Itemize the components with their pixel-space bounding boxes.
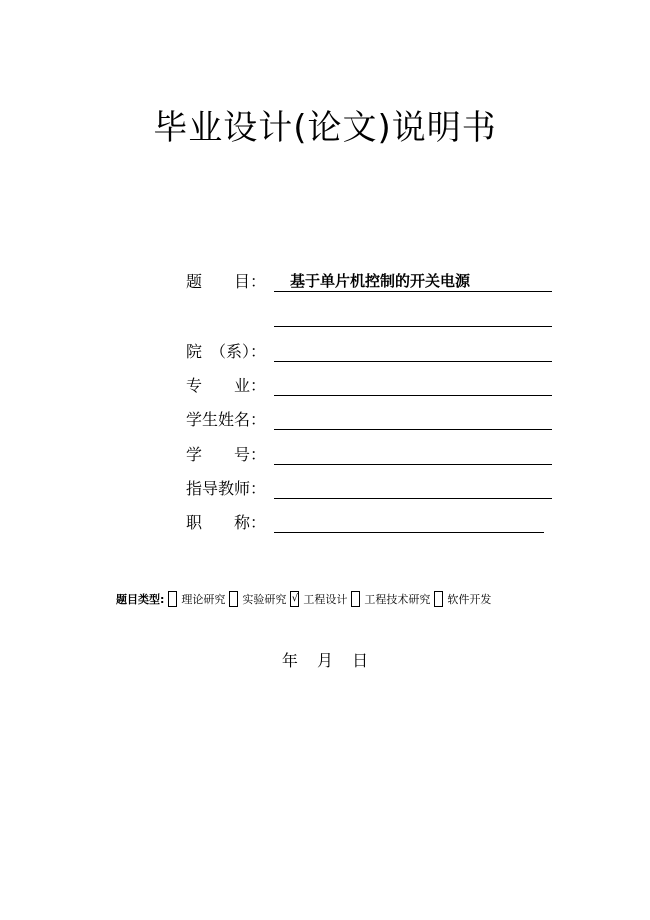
checkbox-software[interactable] — [434, 591, 443, 607]
field-label: 院 （系）： — [186, 342, 267, 361]
topic-type-row — [116, 588, 493, 610]
option-label-theory: 理论研究 — [181, 593, 226, 606]
option-label-experiment: 实验研究 — [242, 593, 287, 606]
date-day: 日 — [352, 651, 369, 670]
field-line[interactable] — [274, 510, 544, 533]
field-line[interactable] — [274, 304, 552, 327]
field-label: 专 业： — [186, 376, 267, 395]
checkbox-engineering-tech[interactable] — [351, 591, 360, 607]
page-title: 毕业设计(论文)说明书 — [153, 108, 497, 148]
checkbox-theory[interactable] — [168, 591, 177, 607]
field-line[interactable] — [274, 476, 552, 499]
field-label: 题 目： — [186, 272, 267, 291]
date-year: 年 — [281, 651, 298, 670]
field-label: 指导教师： — [186, 479, 267, 498]
field-line[interactable] — [274, 269, 552, 292]
checkbox-engineering-design[interactable]: √ — [290, 591, 299, 607]
field-value: 基于单片机控制的开关电源 — [290, 272, 471, 290]
date-line — [0, 648, 650, 671]
option-label-engineering-tech: 工程技术研究 — [364, 593, 431, 606]
field-label: 职 称： — [186, 513, 267, 532]
topic-type-heading: 题目类型: — [116, 593, 165, 606]
field-line[interactable] — [274, 442, 552, 465]
date-month: 月 — [316, 651, 333, 670]
option-label-engineering-design: 工程设计 — [303, 593, 348, 606]
field-label: 学 号： — [186, 445, 267, 464]
field-line[interactable] — [274, 407, 552, 430]
field-line[interactable] — [274, 373, 552, 396]
checkbox-experiment[interactable] — [229, 591, 238, 607]
field-line[interactable] — [274, 339, 552, 362]
field-label: 学生姓名： — [186, 410, 267, 429]
option-label-software: 软件开发 — [447, 593, 492, 606]
